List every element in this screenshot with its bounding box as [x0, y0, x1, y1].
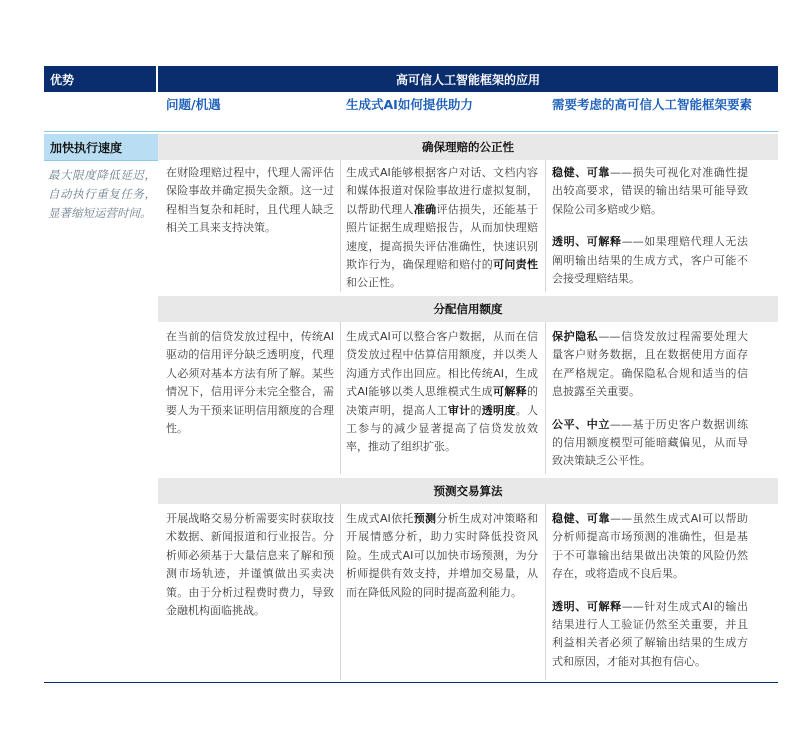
section-problem: 在当前的信贷发放过程中，传统AI驱动的信用评分缺乏透明度，代理人必须对基本方法有所了解。某些情况下，信用评分未完全整合，需要人为干预来证明信用额度的合理性。 — [166, 330, 334, 436]
body-text: ——针对生成式AI的输出结果进行人工验证仍然至关重要，并且利益相关者必须了解输出结果的生成方式和原因，才能对其抱有信心。 — [552, 599, 748, 668]
table-bottom-rule — [44, 682, 778, 683]
body-text: ——信贷发放过程需要处理大量客户财务数据，且在数据使用方面存在严格规定。确保隐私合规和适当的信息披露至关重要。 — [552, 330, 749, 399]
body-text: 评估损失，还能基于照片证据生成理赔报告，从而加快理赔速度，提高损失评估准确性，快速识别欺诈行为，确保理赔和赔付的 — [346, 202, 538, 272]
advantage-description: 最大限度降低延迟，自动执行重复任务，显著缩短运营时间。 — [48, 168, 156, 220]
header-divider — [44, 131, 778, 132]
body-text: 生成式AI依托 — [346, 512, 414, 525]
emphasis-text: 预测 — [413, 512, 437, 525]
column-divider — [545, 160, 546, 292]
section-title: 分配信用额度 — [158, 296, 778, 322]
section-considerations — [552, 510, 748, 671]
section-solution — [346, 328, 538, 457]
column-header-problem: 问题/机遇 — [166, 97, 221, 112]
section-solution — [346, 510, 538, 602]
emphasis-text: 透明、可解释 — [552, 235, 622, 249]
emphasis-text: 稳健、可靠 — [552, 166, 610, 179]
section-solution — [346, 164, 538, 293]
consideration-paragraph — [552, 416, 748, 471]
advantage-title: 加快执行速度 — [44, 134, 158, 160]
column-divider — [545, 504, 546, 680]
body-text: 。人工参与的减少显著提高了信贷发放效率，推动了组织扩张。 — [346, 403, 538, 454]
emphasis-text: 透明、可解释 — [552, 599, 622, 613]
section-problem: 在财险理赔过程中，代理人需评估保险事故并确定损失金额。这一过程相当复杂和耗时，且代理人缺乏相关工具来支持决策。 — [166, 166, 334, 235]
consideration-paragraph — [552, 510, 748, 584]
header-advantage: 优势 — [44, 66, 156, 92]
section-title: 确保理赔的公正性 — [158, 134, 778, 160]
column-divider — [340, 322, 341, 474]
emphasis-text: 准确 — [413, 202, 437, 216]
consideration-paragraph — [552, 233, 748, 288]
consideration-paragraph — [552, 164, 748, 219]
body-text: 和公正性。 — [346, 276, 401, 290]
body-text: ——如果理赔代理人无法阐明输出结果的生成方式，客户可能不会接受理赔结果。 — [552, 235, 749, 286]
column-header-considerations: 需要考虑的高可信人工智能框架要素 — [552, 97, 753, 112]
emphasis-text: 公平、中立 — [552, 417, 610, 431]
section-title: 预测交易算法 — [158, 478, 778, 504]
section-considerations — [552, 328, 748, 471]
column-divider — [340, 504, 341, 680]
emphasis-text: 保护隐私 — [552, 330, 599, 343]
emphasis-text: 可解释 — [493, 385, 527, 399]
body-text: 分析生成对冲策略和开展情感分析，助力实时降低投资风险。生成式AI可以加快市场预测，为分析师提供有效支持，并增加交易量，从而在降低风险的同时提高盈利能力。 — [346, 512, 538, 599]
advantage-divider — [44, 160, 158, 161]
section-problem: 开展战略交易分析需要实时获取技术数据、新闻报道和行业报告。分析师必须基于大量信息来了解和预测市场轨迹，并谨慎做出买卖决策。由于分析过程费时费力，导致金融机构面临挑战。 — [166, 512, 334, 618]
body-text: 生成式AI可以整合客户数据，从而在信贷发放过程中估算信用额度，并以类人沟通方式作出回应。相比传统AI，生成式AI能够以类人思维模式生成 — [346, 330, 538, 399]
column-divider — [340, 160, 341, 292]
body-text: 生成式AI能够根据客户对话、文档内容和媒体报道对保险事故进行虚拟复制，以帮助代理人 — [346, 166, 538, 216]
emphasis-text: 透明度 — [481, 403, 516, 417]
body-text: ——损失可视化对准确性提出较高要求，错误的输出结果可能导致保险公司多赔或少赔。 — [552, 166, 748, 216]
emphasis-text: 审计 — [447, 403, 471, 417]
section-considerations — [552, 164, 748, 288]
emphasis-text: 可问责性 — [493, 258, 538, 272]
consideration-paragraph — [552, 598, 748, 672]
header-application: 高可信人工智能框架的应用 — [158, 66, 778, 92]
consideration-paragraph — [552, 328, 748, 402]
column-divider — [545, 322, 546, 474]
body-text: 的 — [470, 403, 482, 417]
body-text: 的决策声明，提高人工 — [346, 385, 538, 417]
column-header-solution: 生成式AI如何提供助力 — [346, 97, 473, 112]
body-text: ——基于历史客户数据训练的信用额度模型可能暗藏偏见，从而导致决策缺乏公平性。 — [552, 417, 748, 468]
emphasis-text: 稳健、可靠 — [552, 512, 611, 525]
body-text: ——虽然生成式AI可以帮助分析师提高市场预测的准确性，但是基于不可靠输出结果做出决策的风险仍然存在，或将造成不良后果。 — [552, 512, 748, 581]
